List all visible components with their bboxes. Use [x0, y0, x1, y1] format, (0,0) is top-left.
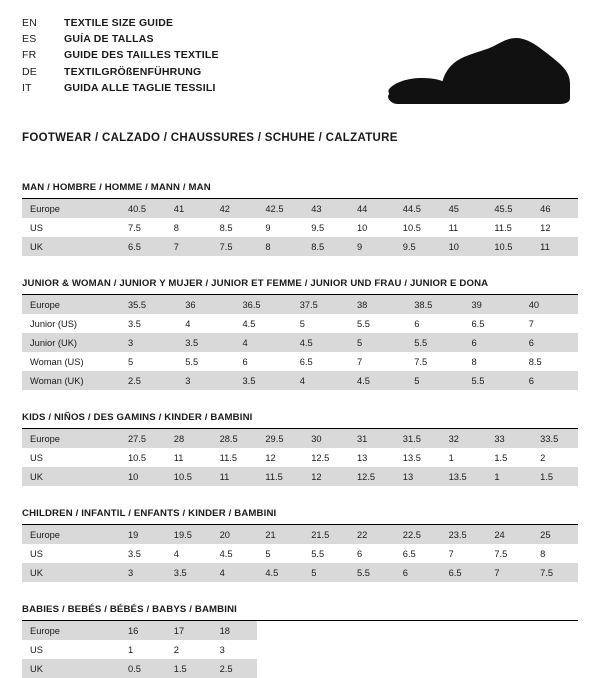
language-code: EN [22, 17, 37, 29]
cell: 3.5 [166, 563, 212, 582]
cell: 7.5 [212, 237, 258, 256]
cell: 18 [212, 621, 258, 640]
cell: 4 [185, 318, 191, 329]
cell: 3.5 [177, 333, 234, 352]
size-table-children [22, 525, 578, 582]
cell: 40.5 [120, 199, 166, 218]
cell: 23.5 [441, 525, 487, 544]
section-title: CHILDREN / INFANTIL / ENFANTS / KINDER / BAMBINI [22, 508, 578, 525]
cell: 5 [299, 318, 305, 329]
cell [257, 640, 303, 659]
cell: 25 [532, 525, 578, 544]
cell [257, 621, 303, 640]
cell [532, 659, 578, 678]
cell: 3 [120, 563, 166, 582]
table-row [22, 448, 578, 467]
row-label: UK [22, 467, 120, 486]
cell: 6.5 [299, 356, 313, 367]
cell: 5 [349, 333, 406, 352]
cell [303, 659, 349, 678]
cell: 5.5 [349, 563, 395, 582]
cell: 45.5 [486, 199, 532, 218]
row-label: US [30, 644, 43, 655]
size-table-man [22, 199, 578, 256]
cell: 5 [303, 563, 349, 582]
section-title: BABIES / BEBÉS / BÉBÉS / BABYS / BAMBINI [22, 604, 578, 621]
cell: 11.5 [494, 222, 512, 233]
cell [532, 621, 578, 640]
cell [395, 621, 441, 640]
language-row [22, 16, 219, 32]
cell: 19.5 [166, 525, 212, 544]
cell: 4 [292, 371, 349, 390]
cell: 3.5 [128, 318, 141, 329]
cell: 9.5 [311, 222, 325, 233]
table-row [22, 314, 578, 333]
row-label: Europe [22, 525, 120, 544]
cell: 21 [257, 525, 303, 544]
cell: 4.5 [349, 371, 406, 390]
cell [486, 621, 532, 640]
section-babies [22, 604, 578, 678]
cell: 30 [303, 429, 349, 448]
cell: 35.5 [120, 295, 177, 314]
cell: 10 [120, 467, 166, 486]
cell: 5.5 [464, 371, 521, 390]
section-title: KIDS / NIÑOS / DES GAMINS / KINDER / BAMBINI [22, 412, 578, 429]
cell: 5.5 [185, 356, 199, 367]
cell: 7.5 [494, 548, 508, 559]
cell: 11 [448, 222, 459, 233]
table-row [22, 237, 578, 256]
cell: 6.5 [402, 548, 416, 559]
cell: 7.5 [128, 222, 141, 233]
table-row [22, 563, 578, 582]
section-children [22, 508, 578, 582]
cell: 7.5 [532, 563, 578, 582]
language-row [22, 32, 219, 48]
table-row [22, 352, 578, 371]
cell: 7 [486, 563, 532, 582]
row-label: US [30, 548, 43, 559]
cell: 12 [540, 222, 551, 233]
table-row [22, 199, 578, 218]
cell: 5 [406, 371, 463, 390]
table-row [22, 659, 578, 678]
cell: 45 [441, 199, 487, 218]
table-row [22, 371, 578, 390]
cell: 24 [486, 525, 532, 544]
cell: 6.5 [441, 563, 487, 582]
cell: 10 [441, 237, 487, 256]
cell: 38 [349, 295, 406, 314]
cell: 4.5 [219, 548, 233, 559]
cell: 7.5 [414, 356, 428, 367]
cell: 44.5 [395, 199, 441, 218]
cell: 41 [166, 199, 212, 218]
cell: 6 [414, 318, 420, 329]
row-label: UK [22, 563, 120, 582]
cell: 1.5 [494, 452, 508, 463]
cell [441, 621, 487, 640]
cell: 3 [219, 644, 225, 655]
table-row [22, 621, 578, 640]
row-label: Woman (UK) [22, 371, 120, 390]
cell: 3.5 [128, 548, 141, 559]
cell: 6 [356, 548, 363, 559]
cell: 4.5 [257, 563, 303, 582]
language-title: GUIDE DES TAILLES TEXTILE [64, 49, 219, 62]
cell: 36.5 [235, 295, 292, 314]
cell: 8 [173, 222, 179, 233]
cell: 46 [532, 199, 578, 218]
cell: 12.5 [311, 452, 330, 463]
cell: 12.5 [349, 467, 395, 486]
cell [441, 659, 487, 678]
cell: 2.5 [120, 371, 177, 390]
cell: 10 [356, 222, 368, 233]
cell: 12 [265, 452, 276, 463]
cell: 1.5 [532, 467, 578, 486]
cell: 4.5 [242, 318, 256, 329]
cell: 43 [303, 199, 349, 218]
cell: 10.5 [486, 237, 532, 256]
cell: 12 [303, 467, 349, 486]
dress-shoe-icon [382, 32, 572, 114]
cell: 27.5 [120, 429, 166, 448]
cell: 42.5 [257, 199, 303, 218]
cell: 33.5 [532, 429, 578, 448]
cell: 42 [212, 199, 258, 218]
cell: 6 [395, 563, 441, 582]
cell: 1 [448, 452, 454, 463]
cell: 8 [257, 237, 303, 256]
cell: 28.5 [212, 429, 258, 448]
language-row [22, 65, 219, 81]
cell: 17 [166, 621, 212, 640]
language-title: TEXTILE SIZE GUIDE [64, 17, 174, 29]
language-code: DE [22, 65, 37, 78]
language-code: FR [22, 49, 37, 62]
cell: 28 [166, 429, 212, 448]
cell: 4 [235, 333, 292, 352]
cell [395, 640, 441, 659]
cell: 4.5 [292, 333, 349, 352]
cell: 38.5 [406, 295, 463, 314]
cell: 7 [166, 237, 212, 256]
cell: 44 [349, 199, 395, 218]
cell: 16 [120, 621, 166, 640]
language-row [22, 81, 219, 97]
header [22, 16, 578, 114]
table-row [22, 429, 578, 448]
size-table-junior-woman [22, 295, 578, 390]
row-label: Junior (US) [30, 318, 78, 329]
row-label: Europe [22, 429, 120, 448]
cell: 7 [448, 548, 454, 559]
cell: 31.5 [395, 429, 441, 448]
size-table-babies [22, 621, 578, 678]
table-row [22, 525, 578, 544]
row-label: US [30, 452, 43, 463]
cell: 8.5 [303, 237, 349, 256]
language-row [22, 48, 219, 64]
cell: 13.5 [402, 452, 421, 463]
section-man [22, 182, 578, 256]
cell: 5.5 [357, 318, 370, 329]
language-title: GUÍA DE TALLAS [64, 33, 154, 46]
cell: 6 [242, 356, 248, 367]
cell: 13 [395, 467, 441, 486]
cell: 11 [173, 452, 184, 463]
language-title: TEXTILGRÖßENFÜHRUNG [64, 65, 202, 78]
cell: 2 [173, 644, 179, 655]
size-table-kids [22, 429, 578, 486]
cell: 13.5 [441, 467, 487, 486]
cell [257, 659, 303, 678]
cell [303, 640, 349, 659]
table-row [22, 295, 578, 314]
row-label: UK [22, 237, 120, 256]
cell: 9 [265, 222, 271, 233]
cell: 11.5 [219, 452, 237, 463]
section-title: JUNIOR & WOMAN / JUNIOR Y MUJER / JUNIOR ET FEMME / JUNIOR UND FRAU / JUNIOR E DONA [22, 278, 578, 295]
cell: 9.5 [395, 237, 441, 256]
cell: 31 [349, 429, 395, 448]
cell: 1 [128, 644, 134, 655]
cell [486, 640, 532, 659]
language-code: ES [22, 33, 37, 46]
cell: 20 [212, 525, 258, 544]
cell: 8.5 [528, 356, 542, 367]
cell: 2 [540, 452, 546, 463]
cell: 6 [521, 371, 578, 390]
cell: 22 [349, 525, 395, 544]
cell: 8.5 [219, 222, 233, 233]
table-row [22, 544, 578, 563]
cell: 19 [120, 525, 166, 544]
cell: 36 [177, 295, 234, 314]
cell: 21.5 [303, 525, 349, 544]
cell [303, 621, 349, 640]
table-row [22, 333, 578, 352]
cell: 6 [521, 333, 578, 352]
cell: 37.5 [292, 295, 349, 314]
cell: 2.5 [212, 659, 258, 678]
cell: 1.5 [166, 659, 212, 678]
cell: 10.5 [166, 467, 212, 486]
row-label: Junior (UK) [22, 333, 120, 352]
row-label: US [30, 222, 43, 233]
cell [349, 621, 395, 640]
cell: 33 [486, 429, 532, 448]
cell [349, 640, 395, 659]
cell: 1 [486, 467, 532, 486]
cell [441, 640, 487, 659]
cell: 10.5 [128, 452, 147, 463]
section-kids [22, 412, 578, 486]
language-title: GUIDA ALLE TAGLIE TESSILI [64, 81, 216, 94]
section-title: MAN / HOMBRE / HOMME / MANN / MAN [22, 182, 578, 199]
cell: 4 [212, 563, 258, 582]
row-label: UK [22, 659, 120, 678]
cell: 11.5 [257, 467, 303, 486]
table-row [22, 640, 578, 659]
language-title-list [22, 16, 219, 97]
cell: 13 [356, 452, 368, 463]
cell: 32 [441, 429, 487, 448]
cell: 5 [265, 548, 271, 559]
cell: 6 [464, 333, 521, 352]
cell: 5 [128, 356, 134, 367]
cell: 10.5 [402, 222, 421, 233]
row-label: Europe [22, 295, 120, 314]
cell [349, 659, 395, 678]
row-label: Europe [22, 199, 120, 218]
cell: 0.5 [120, 659, 166, 678]
cell: 3 [177, 371, 234, 390]
cell: 4 [173, 548, 179, 559]
cell: 5.5 [311, 548, 325, 559]
cell: 6.5 [471, 318, 485, 329]
language-code: IT [22, 81, 32, 94]
cell: 22.5 [395, 525, 441, 544]
section-junior-woman [22, 278, 578, 390]
cell: 7 [357, 356, 363, 367]
row-label: Europe [22, 621, 120, 640]
cell: 7 [528, 318, 534, 329]
cell [532, 640, 578, 659]
cell: 6.5 [120, 237, 166, 256]
cell [395, 659, 441, 678]
cell: 5.5 [406, 333, 463, 352]
cell: 8 [471, 356, 477, 367]
cell: 3 [120, 333, 177, 352]
cell: 9 [349, 237, 395, 256]
cell [486, 659, 532, 678]
table-row [22, 467, 578, 486]
cell: 39 [464, 295, 521, 314]
row-label: Woman (US) [30, 356, 84, 367]
cell: 11 [532, 237, 578, 256]
cell: 8 [540, 548, 546, 559]
page-title: FOOTWEAR / CALZADO / CHAUSSURES / SCHUHE / CALZATURE [22, 132, 398, 144]
cell: 11 [212, 467, 258, 486]
cell: 40 [521, 295, 578, 314]
table-row [22, 218, 578, 237]
cell: 3.5 [235, 371, 292, 390]
cell: 29.5 [257, 429, 303, 448]
